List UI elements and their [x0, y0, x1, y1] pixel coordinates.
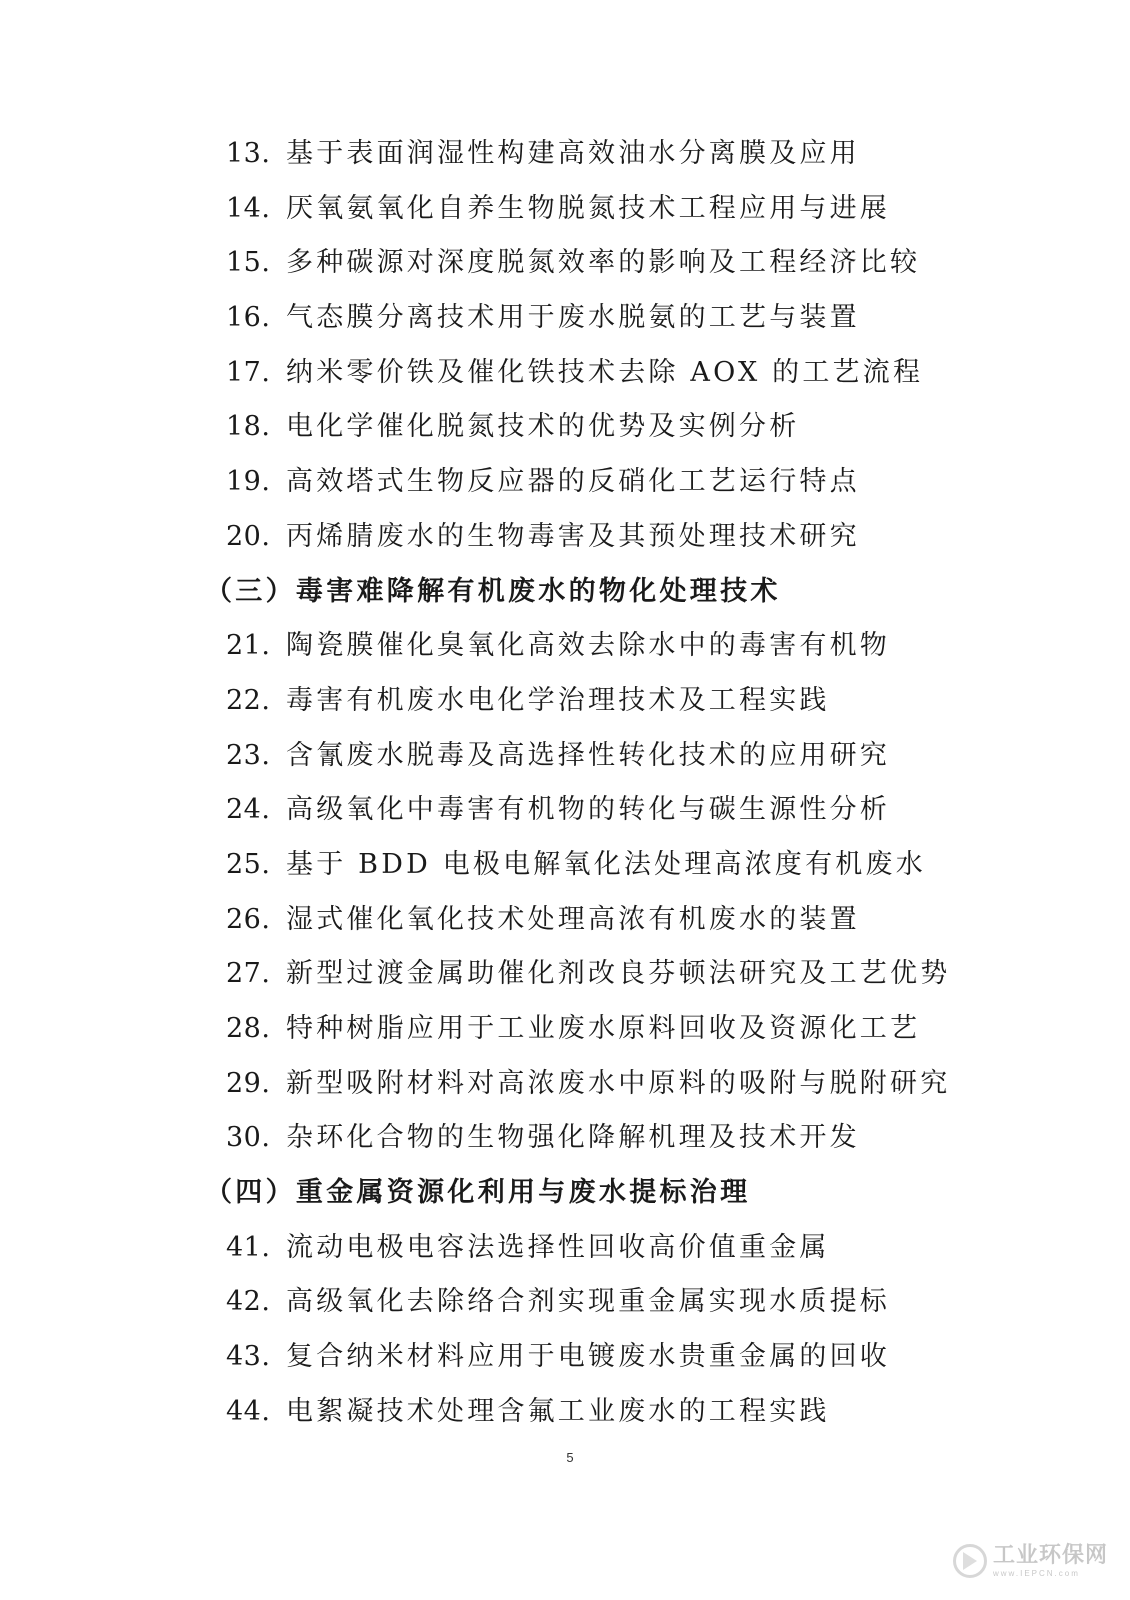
- list-item: [0, 1330, 1130, 1385]
- item-number: 19.: [226, 466, 271, 498]
- item-number: 29.: [226, 1067, 271, 1099]
- list-item: [0, 1275, 1130, 1330]
- list-item: [0, 236, 1130, 291]
- item-number: 42.: [226, 1286, 271, 1318]
- watermark: [953, 1544, 1108, 1578]
- item-text: 含氰废水脱毒及高选择性转化技术的应用研究: [286, 739, 890, 771]
- item-number: 25.: [226, 848, 271, 880]
- item-number: 15.: [226, 247, 271, 279]
- item-text: 丙烯腈废水的生物毒害及其预处理技术研究: [286, 520, 860, 552]
- item-number: 21.: [226, 630, 271, 662]
- item-text: 流动电极电容法选择性回收高价值重金属: [286, 1231, 830, 1263]
- item-text: 电化学催化脱氮技术的优势及实例分析: [286, 411, 800, 443]
- section-heading-text: （四）重金属资源化利用与废水提标治理: [205, 1177, 751, 1209]
- item-number: 27.: [226, 958, 271, 990]
- list-item: [0, 729, 1130, 784]
- item-text: 高级氧化去除络合剂实现重金属实现水质提标: [286, 1286, 890, 1318]
- list-item: [0, 947, 1130, 1002]
- item-number: 26.: [226, 903, 271, 935]
- item-text: 新型吸附材料对高浓废水中原料的吸附与脱附研究: [286, 1067, 951, 1099]
- list-item: [0, 619, 1130, 674]
- item-number: 14.: [226, 192, 271, 224]
- item-text: 高效塔式生物反应器的反硝化工艺运行特点: [286, 466, 860, 498]
- item-text: 新型过渡金属助催化剂改良芬顿法研究及工艺优势: [286, 958, 951, 990]
- item-text: 厌氧氨氧化自养生物脱氮技术工程应用与进展: [286, 192, 890, 224]
- item-number: 30.: [226, 1122, 271, 1154]
- list-item: [0, 893, 1130, 948]
- item-number: 43.: [226, 1341, 271, 1373]
- list-item: [0, 1111, 1130, 1166]
- section-heading: [0, 1166, 1130, 1221]
- watermark-name: 工业环保网: [992, 1542, 1108, 1568]
- item-text: 毒害有机废水电化学治理技术及工程实践: [286, 684, 830, 716]
- list-item: [0, 291, 1130, 346]
- item-text: 纳米零价铁及催化铁技术去除 AOX 的工艺流程: [286, 356, 924, 388]
- list-item: [0, 674, 1130, 729]
- list-item: [0, 510, 1130, 565]
- document-body: [0, 127, 1130, 1440]
- list-item: [0, 1221, 1130, 1276]
- item-number: 44.: [226, 1395, 271, 1427]
- item-text: 基于表面润湿性构建高效油水分离膜及应用: [286, 138, 860, 169]
- list-item: [0, 455, 1130, 510]
- item-number: 18.: [226, 411, 271, 443]
- item-text: 杂环化合物的生物强化降解机理及技术开发: [286, 1122, 860, 1154]
- item-text: 多种碳源对深度脱氮效率的影响及工程经济比较: [286, 247, 921, 279]
- item-number: 41.: [226, 1231, 271, 1263]
- item-text: 陶瓷膜催化臭氧化高效去除水中的毒害有机物: [286, 630, 890, 662]
- item-text: 特种树脂应用于工业废水原料回收及资源化工艺: [286, 1013, 921, 1044]
- item-number: 24.: [226, 794, 271, 826]
- item-number: 13.: [226, 138, 271, 169]
- watermark-text: [992, 1542, 1108, 1578]
- list-item: [0, 1057, 1130, 1112]
- list-item: [0, 400, 1130, 455]
- item-number: 17.: [226, 356, 271, 388]
- item-text: 气态膜分离技术用于废水脱氨的工艺与装置: [286, 302, 860, 334]
- item-number: 22.: [226, 684, 271, 716]
- page-number: 5: [566, 1450, 574, 1465]
- list-item: [0, 127, 1130, 182]
- item-number: 20.: [226, 520, 271, 552]
- list-item: [0, 1385, 1130, 1440]
- list-item: [0, 783, 1130, 838]
- list-item: [0, 182, 1130, 237]
- item-text: 复合纳米材料应用于电镀废水贵重金属的回收: [286, 1341, 890, 1373]
- play-circle-logo-icon: [953, 1544, 987, 1578]
- list-item: [0, 1002, 1130, 1057]
- item-number: 23.: [226, 739, 271, 771]
- watermark-url: www.IEPCN.com: [992, 1568, 1080, 1578]
- item-text: 基于 BDD 电极电解氧化法处理高浓度有机废水: [286, 848, 926, 880]
- item-text: 电絮凝技术处理含氟工业废水的工程实践: [286, 1395, 830, 1427]
- item-number: 28.: [226, 1013, 271, 1044]
- list-item: [0, 838, 1130, 893]
- item-number: 16.: [226, 302, 271, 334]
- item-text: 湿式催化氧化技术处理高浓有机废水的装置: [286, 903, 860, 935]
- list-item: [0, 346, 1130, 401]
- section-heading: [0, 565, 1130, 620]
- section-heading-text: （三）毒害难降解有机废水的物化处理技术: [205, 575, 781, 607]
- item-text: 高级氧化中毒害有机物的转化与碳生源性分析: [286, 794, 890, 826]
